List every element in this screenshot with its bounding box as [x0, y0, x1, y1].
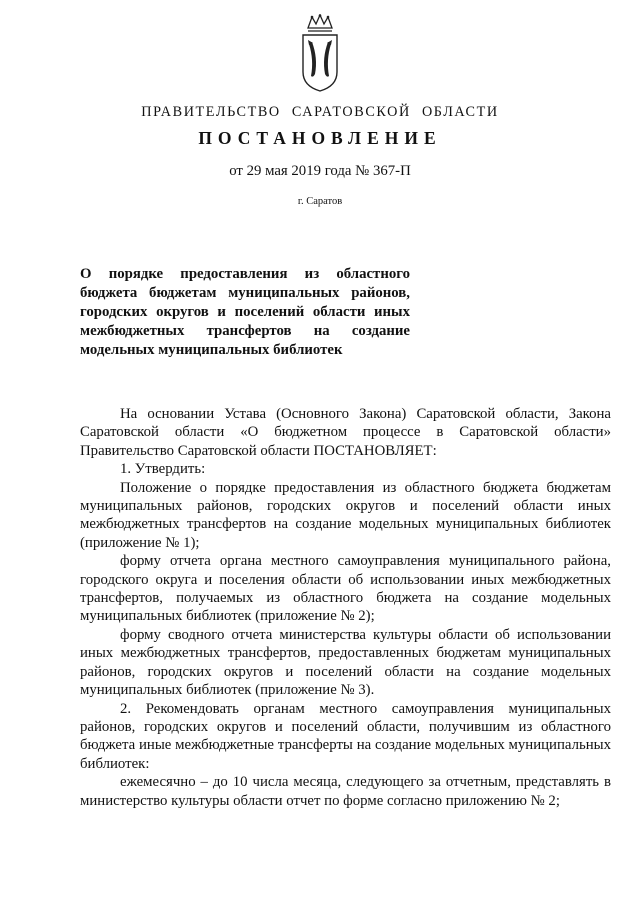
subject-line: межбюджетных трансфертов на создание [80, 323, 410, 339]
body-paragraph-monthly: ежемесячно – до 10 числа месяца, следующего за отчетным, представлять в министерство культуры области отчет по форме согласно приложению № 2; [80, 774, 611, 809]
body-paragraph-item-2: 2. Рекомендовать органам местного самоуправления муниципальных районов, городских округов и поселений области, получившим из областного бюджета иные межбюджетные трансферты на создание модельных муниципальных библиотек: [80, 700, 611, 772]
subject-line: О порядке предоставления из областного [80, 266, 410, 282]
saratov-coat-of-arms-icon [300, 14, 340, 92]
subject-line: городских округов и поселений области иных [80, 304, 410, 320]
body-paragraph-item-1: 1. Утвердить: [120, 461, 206, 478]
coat-of-arms-emblem [300, 14, 340, 92]
document-date-number: от 29 мая 2019 года № 367-П [229, 163, 411, 179]
body-paragraph-preamble: На основании Устава (Основного Закона) Саратовской области, Закона Саратовской области «О бюджетном процессе в Саратовской области» Правительство Саратовской области ПОСТАНОВЛЯЕТ: [80, 406, 611, 459]
document-body [80, 405, 611, 810]
body-paragraph-summary-form: форму сводного отчета министерства культуры области об использовании иных межбюджетных трансфертов, предоставленных бюджетам муниципальных районов, городских округов и поселений области на создание модельных муниципальных библиотек (приложение № 3). [80, 626, 611, 699]
subject-line: модельных муниципальных библиотек [80, 342, 343, 358]
organization-name: ПРАВИТЕЛЬСТВО САРАТОВСКОЙ ОБЛАСТИ [141, 104, 499, 120]
body-paragraph-regulation: Положение о порядке предоставления из областного бюджета бюджетам муниципальных районов, городских округов и поселений области иных межбюджетных трансфертов на создание модельных муниципальных библиотек (приложение № 1); [80, 479, 611, 551]
document-type-title: ПОСТАНОВЛЕНИЕ [198, 128, 442, 148]
subject-line: бюджета бюджетам муниципальных районов, [80, 285, 410, 301]
document-subject [80, 265, 410, 360]
body-paragraph-report-form: форму отчета органа местного самоуправления муниципального района, городского округа и поселения области об использовании иных межбюджетных трансфертов, получаемых из областного бюджета на создание модельных муниципальных библиотек (приложение № 2); [80, 553, 611, 625]
document-city: г. Саратов [297, 196, 343, 207]
